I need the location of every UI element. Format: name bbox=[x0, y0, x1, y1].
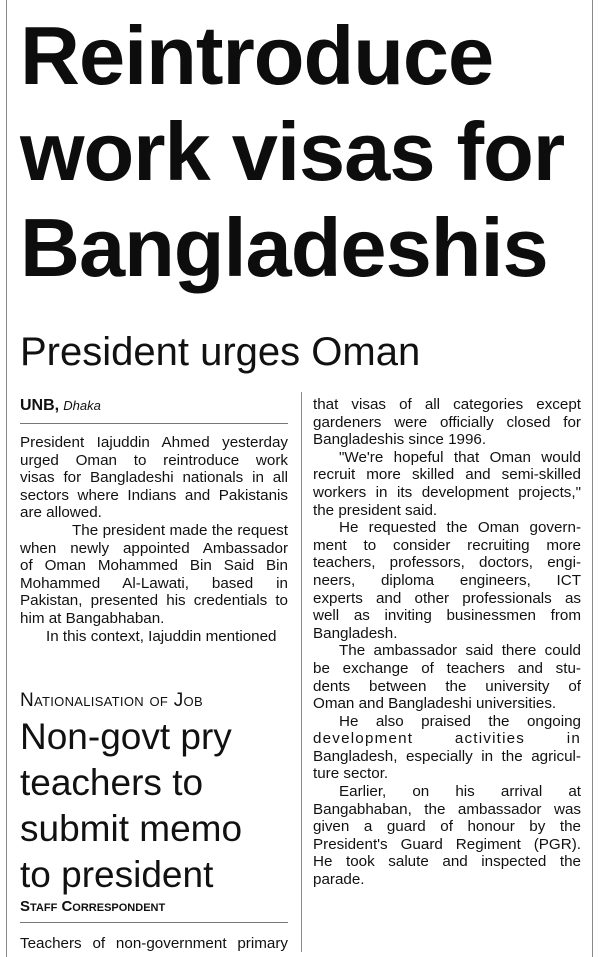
body-line: when newly appointed Ambassador bbox=[20, 539, 288, 557]
body-line: teachers, professors, doctors, engi- bbox=[313, 554, 581, 572]
headline bbox=[20, 8, 590, 296]
body-line: Bangladesh, especially in the agricul- bbox=[313, 747, 581, 765]
byline-agency: UNB, bbox=[20, 397, 60, 414]
byline-rule bbox=[20, 423, 288, 424]
subheadline: President urges Oman bbox=[20, 330, 421, 374]
second-headline-line: submit memo bbox=[20, 808, 243, 849]
column-divider bbox=[301, 392, 302, 952]
second-headline-line: Non-govt pry bbox=[20, 716, 232, 757]
body-line: development activities in bbox=[313, 730, 581, 748]
headline-line: Reintroduce bbox=[20, 9, 494, 102]
byline-place: Dhaka bbox=[63, 398, 101, 413]
column-2-body bbox=[313, 396, 581, 889]
second-headline-line: teachers to bbox=[20, 762, 204, 803]
headline-line: work visas for bbox=[20, 105, 565, 198]
body-line: Pakistan, presented his credentials to bbox=[20, 592, 288, 610]
body-line: President Iajuddin Ahmed yesterday bbox=[20, 434, 288, 451]
body-line: Bangabhaban, the ambassador was bbox=[313, 800, 581, 818]
body-line: "We're hopeful that Oman would bbox=[339, 448, 581, 466]
body-line: President's Guard Regiment (PGR). bbox=[313, 835, 581, 853]
body-line: ture sector. bbox=[313, 765, 389, 783]
second-article-body bbox=[20, 935, 288, 953]
body-line: workers in its development projects," bbox=[313, 483, 581, 501]
body-line: are allowed. bbox=[20, 504, 102, 522]
body-line: well as inviting businessmen from bbox=[313, 607, 581, 625]
body-line: urged Oman to reintroduce work bbox=[20, 451, 288, 469]
byline bbox=[20, 396, 101, 416]
body-line: parade. bbox=[313, 871, 365, 889]
body-line: ment to consider recruiting more bbox=[313, 536, 581, 554]
body-line: be exchange of teachers and stu- bbox=[313, 659, 581, 677]
second-headline bbox=[20, 714, 242, 898]
column-1-body bbox=[20, 434, 288, 645]
body-line: neers, diploma engineers, ICT bbox=[313, 571, 581, 589]
body-line: visas for Bangladeshi nationals in all bbox=[20, 469, 288, 487]
body-line: recruit more skilled and semi-skilled bbox=[313, 466, 581, 484]
body-line: Earlier, on his arrival at bbox=[339, 783, 581, 801]
left-border-rule bbox=[6, 0, 7, 957]
body-line: In this context, Iajuddin mentioned bbox=[46, 627, 277, 645]
body-line: Bangladeshis since 1996. bbox=[313, 431, 487, 449]
body-line: He took salute and inspected the bbox=[313, 853, 581, 871]
body-line: gardeners were officially closed for bbox=[313, 413, 581, 431]
body-line: the president said. bbox=[313, 501, 438, 519]
headline-line: Bangladeshis bbox=[20, 201, 548, 294]
body-line: him at Bangabhaban. bbox=[20, 609, 165, 627]
body-line: Bangladesh. bbox=[313, 624, 398, 642]
second-byline: Staff Correspondent bbox=[20, 898, 166, 915]
body-line: dents between the university of bbox=[313, 677, 581, 695]
body-line: experts and other professionals as bbox=[313, 589, 581, 607]
body-line: given a guard of honour by the bbox=[313, 818, 581, 836]
body-line: He also praised the ongoing bbox=[339, 712, 581, 730]
second-byline-rule bbox=[20, 922, 288, 923]
body-line: The president made the request bbox=[72, 521, 288, 539]
body-line: that visas of all categories except bbox=[313, 396, 581, 413]
body-line: of Oman Mohammed Bin Said Bin bbox=[20, 557, 288, 575]
body-line: sectors where Indians and Pakistanis bbox=[20, 486, 288, 504]
second-headline-line: to president bbox=[20, 854, 214, 895]
body-line: Teachers of non-government primary bbox=[20, 935, 288, 952]
body-line: Mohammed Al-Lawati, based in bbox=[20, 574, 288, 592]
right-border-rule bbox=[592, 0, 593, 957]
section-kicker: Nationalisation of Job bbox=[20, 690, 203, 711]
body-line: He requested the Oman govern- bbox=[339, 519, 581, 537]
body-line: Oman and Bangladeshi universities. bbox=[313, 695, 557, 713]
body-line: The ambassador said there could bbox=[339, 642, 581, 660]
